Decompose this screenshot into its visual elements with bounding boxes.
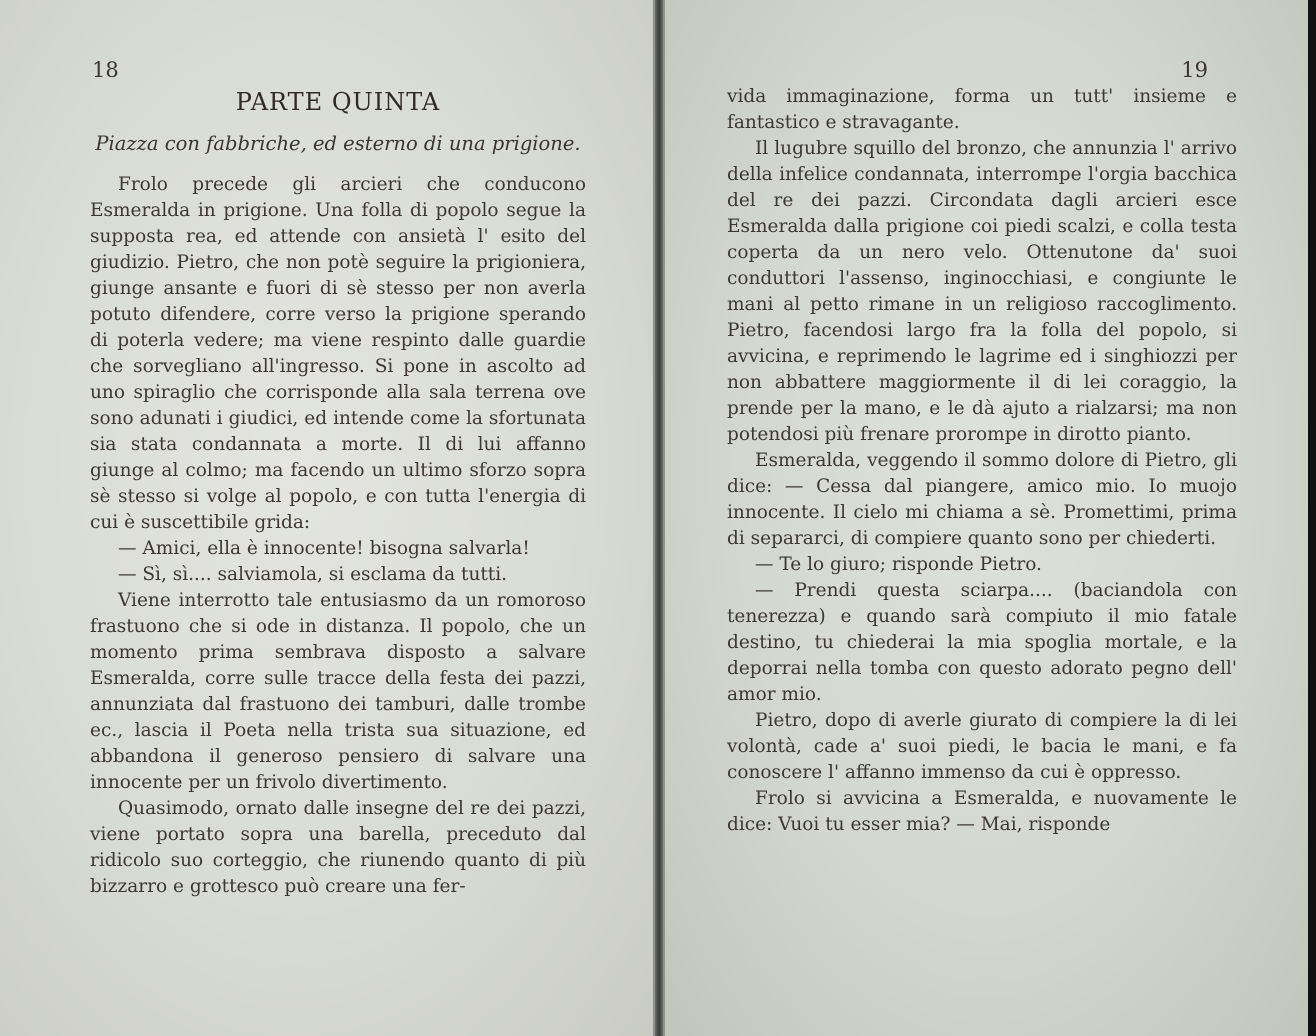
paragraph: — Sì, sì.... salviamola, si esclama da tutti.	[118, 564, 508, 585]
paragraph: — Te lo giuro; risponde Pietro.	[755, 554, 1042, 575]
paragraph: Viene interrotto tale entusiasmo da un romoroso frastuono che si ode in distanza. Il popolo, che un momento prima sembrava disposto a salvare Esmeralda, corre sulle tracce della festa dei pazzi, annunziata dal frastuono dei tamburi, dalle trombe ec., lascia il Poeta nella trista sua situazione, ed abbandona il generoso pensiero di salvare una innocente per un frivolo divertimento.	[90, 590, 586, 793]
right-page	[663, 0, 1308, 1036]
scene-subheading: Piazza con fabbriche, ed esterno di una prigione.	[95, 132, 581, 155]
paragraph: Frolo precede gli arcieri che conducono Esmeralda in prigione. Una folla di popolo segue la supposta rea, ed attende con ansietà l' esito del giudizio. Pietro, che non potè seguire la prigioniera, giunge ansante e fuori di sè stesso per non averla potuto difendere, corre verso la prigione sperando di poterla vedere; ma viene respinto dalle guardie che sorvegliano all'ingresso. Si pone in ascolto ad uno spiraglio che corrisponde alla sala terrena ove sono adunati i giudici, ed intende come la sfortunata sia stata condannata a morte. Il di lui affanno giunge al colmo; ma facendo un ultimo sforzo sopra sè stesso si volge al popolo, e con tutta l'energia di cui è suscettibile grida:	[90, 174, 586, 533]
paragraph: Frolo si avvicina a Esmeralda, e nuovamente le dice: Vuoi tu esser mia? — Mai, risponde	[727, 788, 1237, 835]
right-body-text	[727, 84, 1237, 838]
left-page	[0, 0, 655, 1036]
paragraph: vida immaginazione, forma un tutt' insieme e fantastico e stravagante.	[727, 86, 1237, 133]
paragraph: — Amici, ella è innocente! bisogna salvarla!	[118, 538, 530, 559]
paragraph: Quasimodo, ornato dalle insegne del re dei pazzi, viene portato sopra una barella, preceduto dal ridicolo suo corteggio, che riunendo quanto di più bizzarro e grottesco può creare una fer-	[90, 798, 586, 897]
page-number: 18	[92, 58, 119, 82]
paragraph: Pietro, dopo di averle giurato di compiere la di lei volontà, cade a' suoi piedi, le bacia le mani, e fa conoscere l' affanno immenso da cui è oppresso.	[727, 710, 1237, 783]
paragraph: Il lugubre squillo del bronzo, che annunzia l' arrivo della infelice condannata, interrompe l'orgia bacchica del re dei pazzi. Circondata dagli arcieri esce Esmeralda dalla prigione coi piedi scalzi, e colla testa coperta da un nero velo. Ottenutone da' suoi conduttori l'assenso, inginocchiasi, e congiunte le mani al petto rimane in un religioso raccoglimento. Pietro, facendosi largo fra la folla del popolo, si avvicina, e reprimendo le lagrime ed i singhiozzi per non abbattere maggiormente il di lei coraggio, la prende per la mano, e le dà ajuto a rialzarsi; ma non potendosi più frenare prorompe in dirotto pianto.	[727, 138, 1237, 445]
left-body-text	[90, 172, 586, 900]
page-number: 19	[1181, 58, 1208, 82]
paragraph: Esmeralda, veggendo il sommo dolore di Pietro, gli dice: — Cessa dal piangere, amico mio. Io muojo innocente. Il cielo mi chiama a sè. Promettimi, prima di separarci, di compiere quanto sono per chiederti.	[727, 450, 1237, 549]
section-heading: PARTE QUINTA	[235, 88, 441, 116]
paragraph: — Prendi questa sciarpa.... (baciandola con tenerezza) e quando sarà compiuto il mio fatale destino, tu chiederai la mia spoglia mortale, e la deporrai nella tomba con questo adorato pegno dell' amor mio.	[727, 580, 1237, 705]
book-gutter	[655, 0, 663, 1036]
